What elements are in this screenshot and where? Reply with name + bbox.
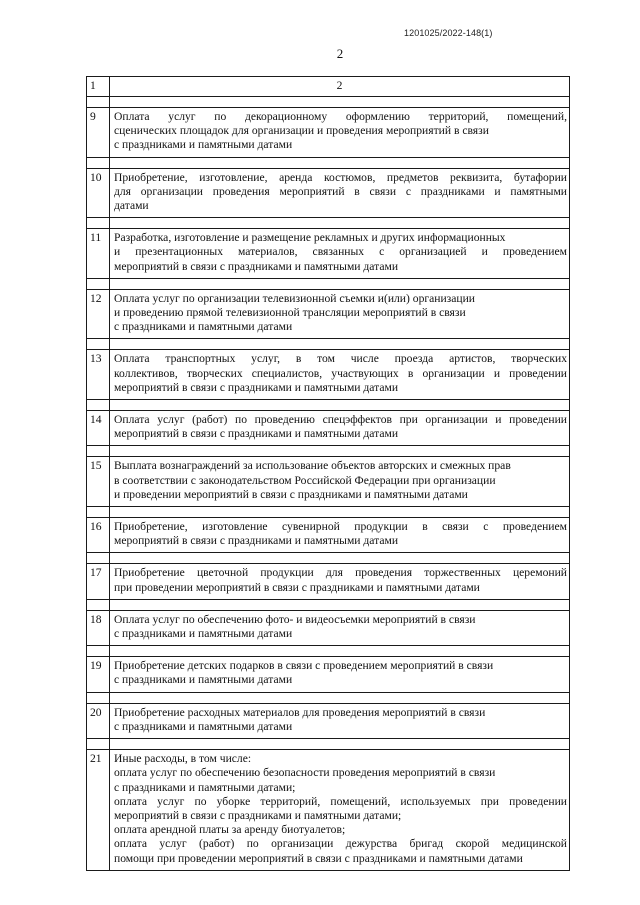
row-spacer xyxy=(87,400,570,411)
row-spacer xyxy=(87,599,570,610)
description-line: с праздниками и памятными датами xyxy=(114,320,293,334)
row-spacer xyxy=(87,278,570,289)
row-spacer xyxy=(87,739,570,750)
row-spacer-cell xyxy=(110,553,570,564)
description-line: Приобретение расходных материалов для проведения мероприятий в связи xyxy=(114,705,486,719)
row-number: 11 xyxy=(87,229,110,279)
description-line: в соответствии с законодательством Российской Федерации при организации xyxy=(114,473,496,487)
row-spacer xyxy=(87,646,570,657)
row-spacer xyxy=(87,97,570,108)
row-spacer xyxy=(87,692,570,703)
table-row xyxy=(87,168,570,218)
row-spacer-cell xyxy=(87,692,110,703)
description-line: Разработка, изготовление и размещение рекламных и других информационных xyxy=(114,231,506,245)
description-line: Оплата услуг по обеспечению фото- и видеосъемки мероприятий в связи xyxy=(114,612,476,626)
description-line: для организации проведения мероприятий в связи с праздниками и памятными xyxy=(114,184,567,198)
row-spacer-cell xyxy=(87,97,110,108)
description-line: датами xyxy=(114,199,149,213)
description-line: и презентационных материалов, связанных с организацией и проведением xyxy=(114,245,567,259)
column-header-number: 1 xyxy=(87,77,110,97)
row-spacer-cell xyxy=(87,646,110,657)
row-spacer-cell xyxy=(110,739,570,750)
row-description xyxy=(110,518,570,553)
description-line: помощи при проведении мероприятий в связи с праздниками и памятными датами xyxy=(114,851,523,865)
row-spacer xyxy=(87,218,570,229)
row-spacer-cell xyxy=(110,599,570,610)
description-line: с праздниками и памятными датами; xyxy=(114,780,296,794)
table-header-row xyxy=(87,77,570,97)
row-spacer xyxy=(87,553,570,564)
description-line: мероприятий в связи с праздниками и памятными датами; xyxy=(114,808,402,822)
row-spacer-cell xyxy=(87,446,110,457)
row-spacer-cell xyxy=(87,278,110,289)
table-row xyxy=(87,518,570,553)
description-line: Оплата услуг (работ) по проведению спецэффектов при организации и проведении xyxy=(114,413,567,427)
row-spacer-cell xyxy=(87,218,110,229)
description-line: Выплата вознаграждений за использование объектов авторских и смежных прав xyxy=(114,459,511,473)
row-description xyxy=(110,108,570,158)
description-line: Оплата услуг по декорационному оформлению территорий, помещений, xyxy=(114,110,567,123)
description-line: Приобретение, изготовление, аренда костюмов, предметов реквизита, бутафории xyxy=(114,170,567,184)
row-spacer-cell xyxy=(110,400,570,411)
description-line: мероприятий в связи с праздниками и памятными датами xyxy=(114,259,399,273)
description-line: и проведению прямой телевизионной трансляции мероприятий в связи xyxy=(114,306,466,320)
description-line: Приобретение цветочной продукции для проведения торжественных церемоний xyxy=(114,566,567,580)
row-spacer-cell xyxy=(110,692,570,703)
row-spacer-cell xyxy=(87,553,110,564)
row-number: 19 xyxy=(87,657,110,692)
table-row xyxy=(87,411,570,446)
table-row xyxy=(87,610,570,645)
description-line: коллективов, творческих специалистов, участвующих в организации и проведении xyxy=(114,366,567,380)
row-number: 21 xyxy=(87,750,110,871)
row-description xyxy=(110,657,570,692)
row-spacer xyxy=(87,507,570,518)
row-number: 16 xyxy=(87,518,110,553)
description-line: Иные расходы, в том числе: xyxy=(114,752,252,766)
description-line: сценических площадок для организации и проведения мероприятий в связи xyxy=(114,124,489,138)
row-number: 13 xyxy=(87,350,110,400)
table-row xyxy=(87,108,570,158)
description-line: мероприятий в связи с праздниками и памятными датами xyxy=(114,380,399,394)
row-spacer-cell xyxy=(110,507,570,518)
description-line: с праздниками и памятными датами xyxy=(114,719,293,733)
row-spacer-cell xyxy=(110,97,570,108)
row-spacer xyxy=(87,339,570,350)
description-line: при проведении мероприятий в связи с праздниками и памятными датами xyxy=(114,580,480,594)
row-description xyxy=(110,289,570,339)
table-row xyxy=(87,703,570,738)
table-row xyxy=(87,350,570,400)
description-line: Оплата услуг по организации телевизионной съемки и(или) организации xyxy=(114,291,476,305)
description-line: Оплата транспортных услуг, в том числе проезда артистов, творческих xyxy=(114,352,567,366)
row-spacer-cell xyxy=(110,339,570,350)
description-line: оплата услуг по уборке территорий, помещений, используемых при проведении xyxy=(114,794,567,808)
expense-table xyxy=(86,76,570,871)
table-row xyxy=(87,229,570,279)
row-number: 12 xyxy=(87,289,110,339)
table-row xyxy=(87,457,570,507)
row-description xyxy=(110,457,570,507)
table-row xyxy=(87,657,570,692)
description-line: оплата арендной платы за аренду биотуалетов; xyxy=(114,823,346,837)
row-spacer-cell xyxy=(87,339,110,350)
description-line: и проведении мероприятий в связи с праздниками и памятными датами xyxy=(114,487,468,501)
row-number: 20 xyxy=(87,703,110,738)
expense-table-body xyxy=(87,77,570,871)
row-spacer xyxy=(87,157,570,168)
description-line: Приобретение, изготовление сувенирной продукции в связи с проведением xyxy=(114,520,567,534)
column-header-description: 2 xyxy=(110,77,570,97)
row-number: 10 xyxy=(87,168,110,218)
page-number: 2 xyxy=(336,46,344,61)
description-line: с праздниками и памятными датами xyxy=(114,138,293,152)
row-spacer-cell xyxy=(87,599,110,610)
row-spacer-cell xyxy=(110,278,570,289)
table-row xyxy=(87,750,570,871)
description-line: мероприятий в связи с праздниками и памятными датами xyxy=(114,534,399,548)
row-spacer xyxy=(87,446,570,457)
row-number: 18 xyxy=(87,610,110,645)
description-line: мероприятий в связи с праздниками и памятными датами xyxy=(114,427,399,441)
row-spacer-cell xyxy=(87,400,110,411)
row-description xyxy=(110,411,570,446)
row-spacer-cell xyxy=(110,446,570,457)
row-description xyxy=(110,229,570,279)
row-description xyxy=(110,350,570,400)
row-description xyxy=(110,750,570,871)
description-line: оплата услуг по обеспечению безопасности проведения мероприятий в связи xyxy=(114,766,496,780)
row-description xyxy=(110,564,570,599)
table-row xyxy=(87,564,570,599)
row-description xyxy=(110,610,570,645)
row-spacer-cell xyxy=(110,646,570,657)
row-number: 15 xyxy=(87,457,110,507)
row-spacer-cell xyxy=(110,218,570,229)
row-number: 9 xyxy=(87,108,110,158)
row-spacer-cell xyxy=(110,157,570,168)
row-spacer-cell xyxy=(87,739,110,750)
row-number: 14 xyxy=(87,411,110,446)
row-description xyxy=(110,703,570,738)
document-id: 1201025/2022-148(1) xyxy=(404,28,493,38)
row-description xyxy=(110,168,570,218)
row-number: 17 xyxy=(87,564,110,599)
row-spacer-cell xyxy=(87,507,110,518)
description-line: Приобретение детских подарков в связи с проведением мероприятий в связи xyxy=(114,659,494,673)
row-spacer-cell xyxy=(87,157,110,168)
description-line: оплата услуг (работ) по организации дежурства бригад скорой медицинской xyxy=(114,837,567,851)
description-line: с праздниками и памятными датами xyxy=(114,673,293,687)
table-row xyxy=(87,289,570,339)
description-line: с праздниками и памятными датами xyxy=(114,627,293,641)
